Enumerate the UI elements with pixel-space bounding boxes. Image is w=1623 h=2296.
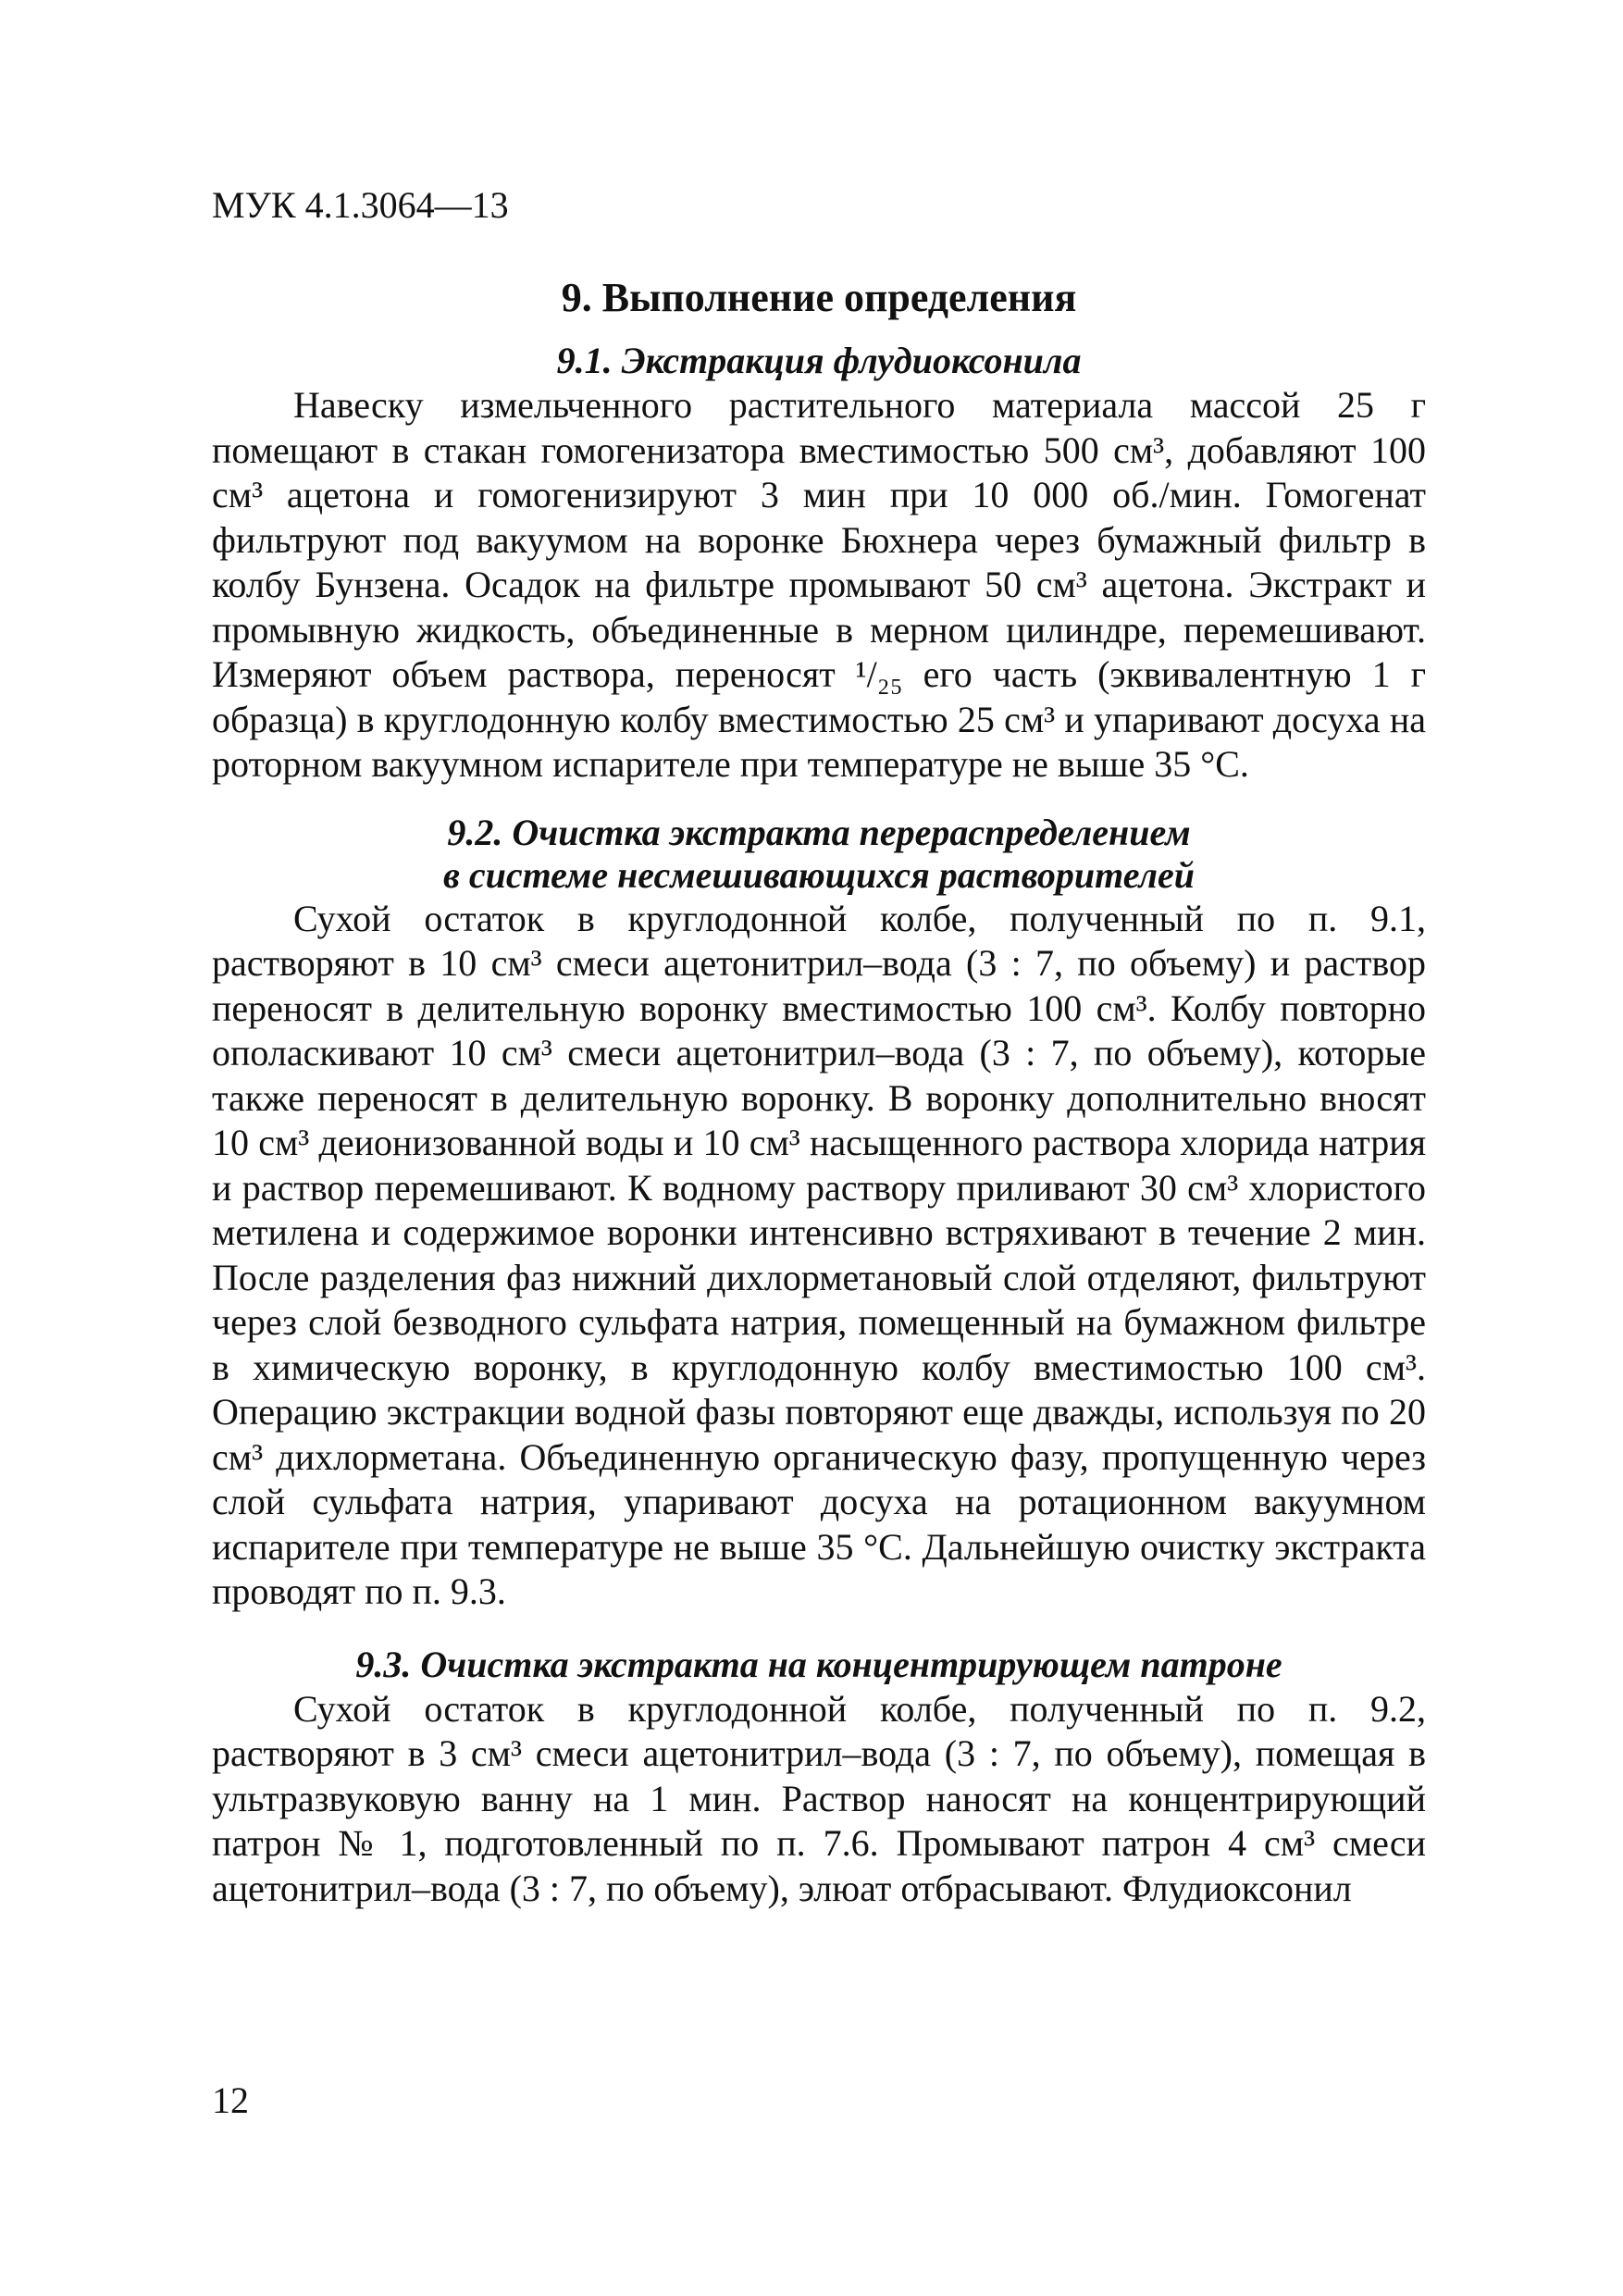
- subsection-title-9-3: 9.3. Очистка экстракта на концентрирующем патроне: [355, 1643, 1282, 1685]
- page-content: [212, 270, 1426, 1911]
- subsection-title-9-1: 9.1. Экстракция флудиоксонила: [556, 340, 1082, 381]
- paragraph-9-3: Сухой остаток в круглодонной колбе, полученный по п. 9.2, растворяют в 3 см³ смеси ацетонитрил–вода (3 : 7, по объему), помещая в ультразвуковую ванну на 1 мин. Раствор наносят на концентрирующий патрон № 1, подготовленный по п. 7.6. Промывают патрон 4 см³ смеси ацетонитрил–вода (3 : 7, по объему), элюат отбрасывают. Флудиоксонил: [212, 1687, 1426, 1909]
- page-number: 12: [212, 2079, 249, 2121]
- section-title: 9. Выполнение определения: [561, 275, 1077, 320]
- spacer: [212, 788, 1426, 812]
- subsection-title-9-2: [212, 812, 1426, 897]
- subsection-title-9-2-line-1: 9.2. Очистка экстракта перераспределением: [447, 811, 1191, 853]
- document-code: МУК 4.1.3064—13: [212, 184, 509, 226]
- paragraph-9-1: Навеску измельченного растительного материала массой 25 г помещают в стакан гомогенизатора вместимостью 500 см³, добавляют 100 см³ ацетона и гомогенизируют 3 мин при 10 000 об./мин. Гомогенат фильтруют под вакуумом на воронке Бюхнера через бумажный фильтр в колбу Бунзена. Осадок на фильтре промывают 50 см³ ацетона. Экстракт и промывную жидкость, объединенные в мерном цилиндре, перемешивают. Измеряют объем раствора, переносят ¹/₂₅ его часть (эквивалентную 1 г образца) в круглодонную колбу вместимостью 25 см³ и упаривают досуха на роторном вакуумном испарителе при температуре не выше 35 °С.: [212, 384, 1426, 785]
- subsection-title-9-2-line-2: в системе несмешивающихся растворителей: [442, 853, 1196, 896]
- paragraph-9-2: Сухой остаток в круглодонной колбе, полученный по п. 9.1, растворяют в 10 см³ смеси ацетонитрил–вода (3 : 7, по объему) и раствор переносят в делительную воронку вместимостью 100 см³. Колбу повторно ополаскивают 10 см³ смеси ацетонитрил–вода (3 : 7, по объему), которые также переносят в делительную воронку. В воронку дополнительно вносят 10 см³ деионизованной воды и 10 см³ насыщенного раствора хлорида натрия и раствор перемешивают. К водному раствору приливают 30 см³ хлористого метилена и содержимое воронки интенсивно встряхивают в течение 2 мин. После разделения фаз нижний дихлорметановый слой отделяют, фильтруют через слой безводного сульфата натрия, помещенный на бумажном фильтре в химическую воронку, в круглодонную колбу вместимостью 100 см³. Операцию экстракции водной фазы повторяют еще дважды, используя по 20 см³ дихлорметана. Объединенную органическую фазу, пропущенную через слой сульфата натрия, упаривают досуха на ротационном вакуумном испарителе при температуре не выше 35 °С. Дальнейшую очистку экстракта проводят по п. 9.3.: [212, 897, 1426, 1612]
- spacer: [212, 1615, 1426, 1643]
